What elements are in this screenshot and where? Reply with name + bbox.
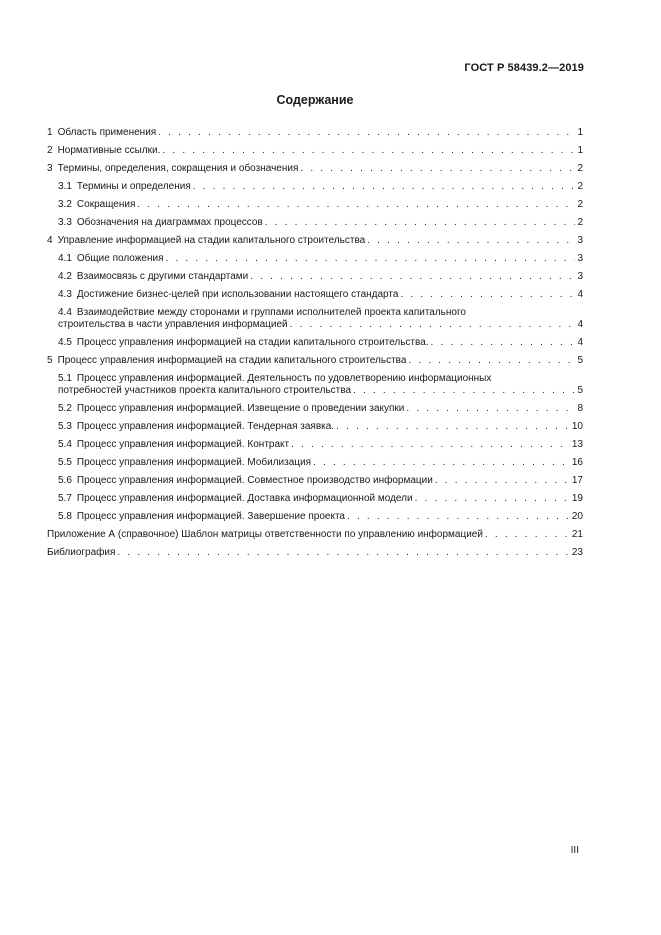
toc-entry <box>47 145 583 157</box>
toc-entry-title: Процесс управления информацией. Извещение о проведении закупки <box>76 403 405 414</box>
toc-entry-page: 13 <box>571 439 583 450</box>
toc-entry-number: 5.2 <box>58 403 72 414</box>
toc-entry <box>58 217 583 229</box>
toc-entry-title: Взаимодействие между сторонами и группами исполнителей проекта капитального <box>76 307 466 318</box>
dot-leader <box>166 253 576 265</box>
toc-entry-page: 5 <box>577 385 583 396</box>
toc-entry-title: Взаимосвязь с другими стандартами <box>76 271 249 282</box>
toc-entry-title: Процесс управления информацией. Совместное производство информации <box>76 475 433 486</box>
toc-entry-title: Процесс управления информацией на стадии капитального строительства <box>57 355 407 366</box>
document-code: ГОСТ Р 58439.2—2019 <box>464 62 584 74</box>
dot-leader <box>137 199 575 211</box>
toc-entry-title: Управление информацией на стадии капитального строительства <box>57 235 366 246</box>
toc-entry-number: 5.8 <box>58 511 72 522</box>
toc-entry <box>58 457 583 469</box>
toc-entry <box>58 511 583 523</box>
toc-entry-title: Процесс управления информацией. Завершение проекта <box>76 511 345 522</box>
toc-entry <box>58 181 583 193</box>
toc-entry <box>58 253 583 265</box>
toc-entry-number: 5.4 <box>58 439 72 450</box>
toc-entry-number: 3 <box>47 163 53 174</box>
toc-entry-page: 3 <box>577 253 583 264</box>
dot-leader <box>400 289 575 301</box>
toc-entry-page: 4 <box>577 337 583 348</box>
dot-leader <box>193 181 576 193</box>
toc-entry-page: 4 <box>577 319 583 330</box>
toc-entry-title: Термины и определения <box>76 181 191 192</box>
dot-leader <box>408 355 575 367</box>
dot-leader <box>117 547 569 559</box>
dot-leader <box>162 145 575 157</box>
toc-entry-number: 1 <box>47 127 53 138</box>
toc-entry-number: 4 <box>47 235 53 246</box>
toc-entry-title: Библиография <box>47 547 116 558</box>
toc-entry-page: 1 <box>577 127 583 138</box>
toc-entry <box>58 307 583 331</box>
dot-leader <box>353 385 575 397</box>
toc-entry <box>58 271 583 283</box>
dot-leader <box>435 475 570 487</box>
toc-entry-number: 5.3 <box>58 421 72 432</box>
toc-entry-page: 3 <box>577 235 583 246</box>
toc-entry-title: Процесс управления информацией на стадии капитального строительства. <box>76 337 429 348</box>
toc-entry-page: 8 <box>577 403 583 414</box>
toc-entry <box>58 403 583 415</box>
toc-entry <box>47 355 583 367</box>
toc-entry-number: 4.5 <box>58 337 72 348</box>
dot-leader <box>313 457 570 469</box>
toc-entry-number: 5 <box>47 355 53 366</box>
toc-entry-page: 20 <box>571 511 583 522</box>
toc-entry-page: 10 <box>571 421 583 432</box>
toc-entry-page: 4 <box>577 289 583 300</box>
toc-entry <box>58 199 583 211</box>
toc-entry-number: 5.6 <box>58 475 72 486</box>
dot-leader <box>406 403 575 415</box>
toc-entry <box>47 235 583 247</box>
toc-entry <box>47 529 583 541</box>
toc-entry-number: 3.2 <box>58 199 72 210</box>
toc-entry-page: 1 <box>577 145 583 156</box>
toc-entry-title: Обозначения на диаграммах процессов <box>76 217 263 228</box>
toc-entry-title: Термины, определения, сокращения и обозначения <box>57 163 299 174</box>
toc-entry-title: Процесс управления информацией. Доставка информационной модели <box>76 493 413 504</box>
toc-entry-page: 2 <box>577 163 583 174</box>
toc-entry-number: 3.1 <box>58 181 72 192</box>
dot-leader <box>250 271 575 283</box>
toc-entry-page: 2 <box>577 217 583 228</box>
toc-entry <box>58 337 583 349</box>
toc-entry-number: 2 <box>47 145 53 156</box>
toc-entry-page: 2 <box>577 181 583 192</box>
dot-leader <box>290 319 576 331</box>
dot-leader <box>291 439 570 451</box>
toc-entry-number: 4.2 <box>58 271 72 282</box>
dot-leader <box>431 337 576 349</box>
toc-entry <box>58 439 583 451</box>
toc-entry <box>58 475 583 487</box>
toc-entry-title: Нормативные ссылки. <box>57 145 161 156</box>
toc-entry-number: 3.3 <box>58 217 72 228</box>
dot-leader <box>347 511 570 523</box>
toc-entry <box>58 373 583 397</box>
toc-entry-page: 21 <box>571 529 583 540</box>
toc-entry <box>58 289 583 301</box>
toc-entry-page: 2 <box>577 199 583 210</box>
toc-entry-number: 4.4 <box>58 307 72 318</box>
toc-entry-title: Процесс управления информацией. Контракт <box>76 439 290 450</box>
toc-entry <box>47 163 583 175</box>
dot-leader <box>485 529 570 541</box>
toc-entry-page: 16 <box>571 457 583 468</box>
toc-entry-title: Процесс управления информацией. Мобилизация <box>76 457 312 468</box>
toc-entry-page: 23 <box>571 547 583 558</box>
toc-entry <box>47 127 583 139</box>
dot-leader <box>265 217 576 229</box>
page-number: III <box>570 845 579 856</box>
toc-entry-title: Достижение бизнес-целей при использовании настоящего стандарта <box>76 289 399 300</box>
toc-entry-title: Процесс управления информацией. Тендерная заявка. <box>76 421 335 432</box>
toc-entry-title: Область применения <box>57 127 157 138</box>
toc-entry-page: 5 <box>577 355 583 366</box>
table-of-contents <box>47 127 583 565</box>
toc-entry <box>58 493 583 505</box>
toc-entry-number: 4.1 <box>58 253 72 264</box>
dot-leader <box>300 163 575 175</box>
toc-entry-title: Сокращения <box>76 199 136 210</box>
toc-entry-page: 19 <box>571 493 583 504</box>
toc-entry-title: Приложение А (справочное) Шаблон матрицы ответственности по управлению информацией <box>47 529 483 540</box>
dot-leader <box>336 421 570 433</box>
toc-entry-page: 17 <box>571 475 583 486</box>
toc-entry-number: 5.5 <box>58 457 72 468</box>
dot-leader <box>415 493 570 505</box>
toc-entry-title-continued: потребностей участников проекта капитального строительства <box>58 385 352 396</box>
dot-leader <box>158 127 575 139</box>
dot-leader <box>367 235 575 247</box>
toc-entry-number: 5.7 <box>58 493 72 504</box>
page-title: Содержание <box>276 93 354 107</box>
toc-entry-title-continued: строительства в части управления информацией <box>58 319 288 330</box>
toc-entry-number: 5.1 <box>58 373 72 384</box>
toc-entry-title: Процесс управления информацией. Деятельность по удовлетворению информационных <box>76 373 492 384</box>
toc-entry <box>47 547 583 559</box>
toc-entry-number: 4.3 <box>58 289 72 300</box>
toc-entry-page: 3 <box>577 271 583 282</box>
toc-entry-title: Общие положения <box>76 253 164 264</box>
toc-entry <box>58 421 583 433</box>
